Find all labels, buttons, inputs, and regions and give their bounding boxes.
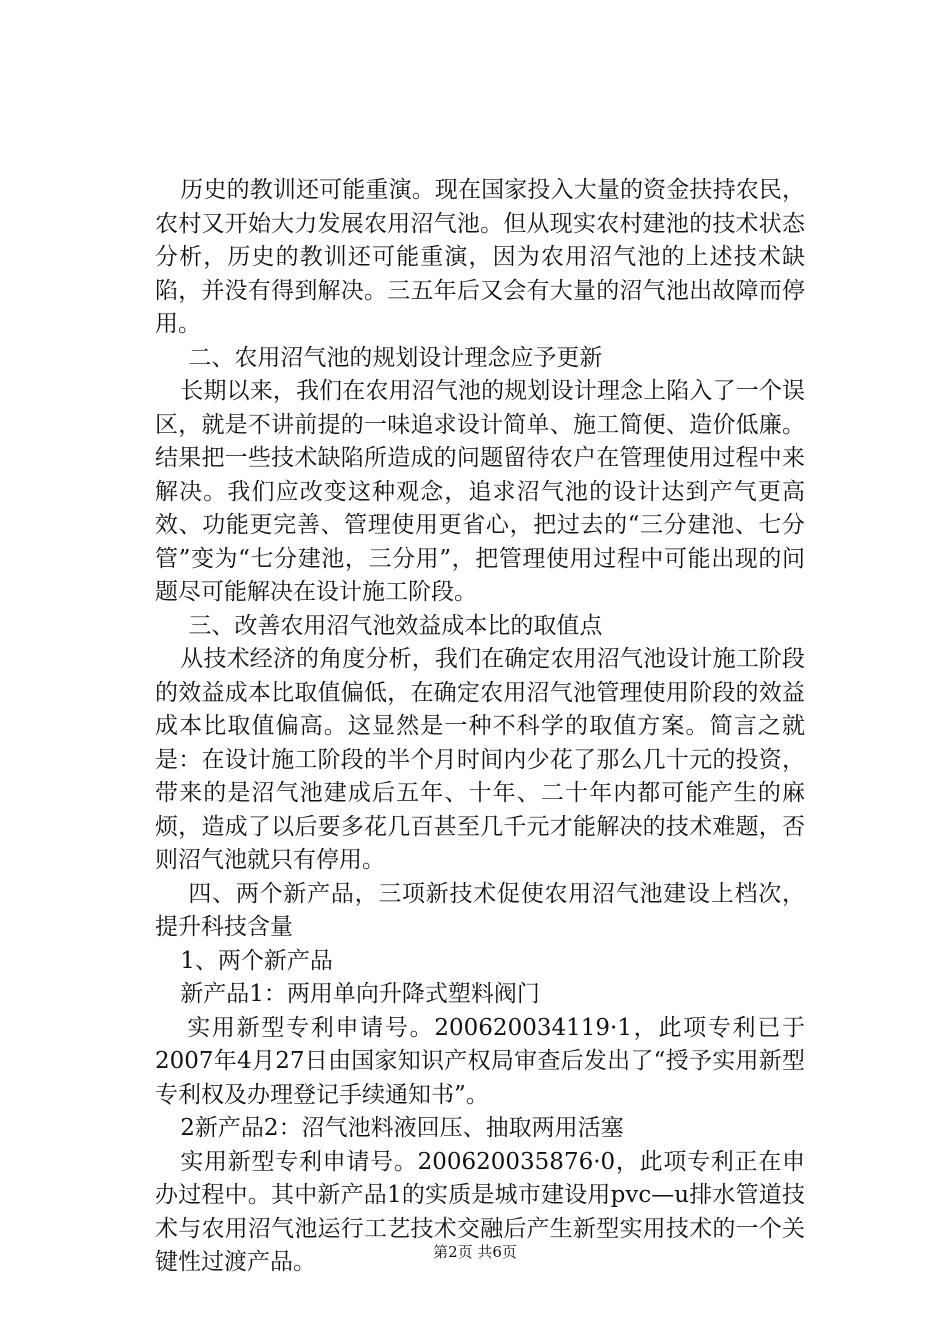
product-1-patent: 实用新型专利申请号。200620034119·1，此项专利已于2007年4月27日由国家知识产权局审查后发出了“授予实用新型专利权及办理登记手续通知书”。 — [155, 1014, 805, 1108]
document-body — [155, 174, 805, 1280]
heading-new-products-tech: 四、两个新产品，三项新技术促使农用沼气池建设上档次，提升科技含量 — [155, 880, 805, 940]
paragraph-cost-benefit: 从技术经济的角度分析，我们在确定农用沼气池设计施工阶段的效益成本比取值偏低，在确定农用沼气池管理使用阶段的效益成本比取值偏高。这显然是一种不科学的取值方案。简言之就是：在设计施工阶段的半个月时间内少花了那么几十元的投资，带来的是沼气池建成后五年、十年、二十年内都可能产生的麻烦，造成了以后要多花几百甚至几千元才能解决的技术难题，否则沼气池就只有停用。 — [155, 646, 805, 873]
paragraph-design-concept: 长期以来，我们在农用沼气池的规划设计理念上陷入了一个误区，就是不讲前提的一味追求设计简单、施工简便、造价低廉。结果把一些技术缺陷所造成的问题留待农户在管理使用过程中来解决。我们应改变这种观念，追求沼气池的设计达到产气更高效、功能更完善、管理使用更省心，把过去的“三分建池、七分管”变为“七分建池，三分用”，把管理使用过程中可能出现的问题尽可能解决在设计施工阶段。 — [155, 378, 805, 605]
heading-design-concept: 二、农用沼气池的规划设计理念应予更新 — [188, 344, 603, 371]
product-2-patent: 实用新型专利申请号。200620035876·0，此项专利正在申办过程中。其中新产品1的实质是城市建设用pvc—u排水管道技术与农用沼气池运行工艺技术交融后产生新型实用技术的一个关键性过渡产品。 — [155, 1148, 805, 1275]
product-2-title: 2新产品2：沼气池料液回压、抽取两用活塞 — [180, 1115, 624, 1141]
page-footer: 第2页 共6页 — [433, 1243, 517, 1261]
heading-cost-benefit: 三、改善农用沼气池效益成本比的取值点 — [188, 612, 603, 639]
subheading-two-products: 1、两个新产品 — [180, 947, 333, 974]
paragraph-history-lesson: 历史的教训还可能重演。现在国家投入大量的资金扶持农民，农村又开始大力发展农用沼气池。但从现实农村建池的技术状态分析，历史的教训还可能重演，因为农用沼气池的上述技术缺陷，并没有得到解决。三五年后又会有大量的沼气池出故障而停用。 — [155, 177, 805, 337]
product-1-title: 新产品1：两用单向升降式塑料阀门 — [180, 981, 540, 1007]
